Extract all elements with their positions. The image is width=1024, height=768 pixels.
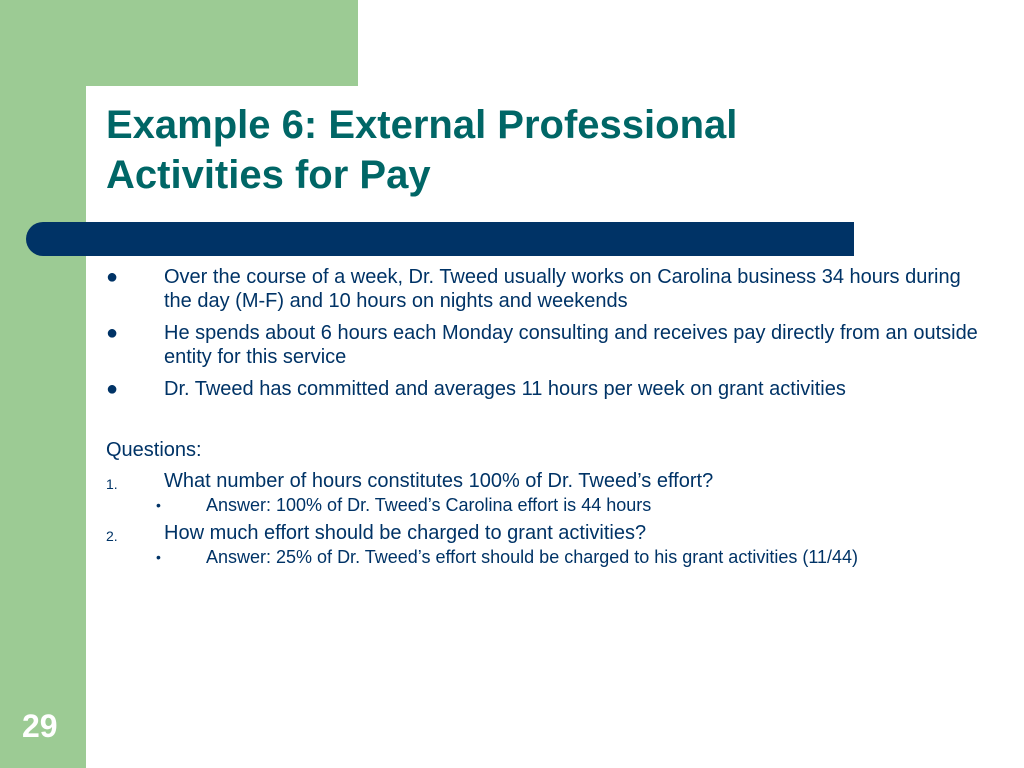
bullet-text: He spends about 6 hours each Monday consulting and receives pay directly from an outside entity for this service [164,322,978,368]
answer-item [106,547,986,568]
bullet-dot-icon: ● [106,378,119,400]
bullet-item [106,377,986,401]
title-divider-bar [26,222,854,256]
question-number: 1. [106,476,118,492]
answer-item [106,495,986,516]
question-item [106,469,986,493]
question-number: 2. [106,528,118,544]
questions-heading: Questions: [106,439,202,461]
answer-bullet-icon: • [156,549,161,565]
slide-number: 29 [22,708,58,744]
slide-title-line-2: Activities for Pay [106,153,431,197]
bullet-item [106,321,986,369]
question-text: What number of hours constitutes 100% of Dr. Tweed’s effort? [164,470,714,492]
slide-title [106,100,986,200]
slide-body [106,265,986,573]
left-decor-band [0,0,86,768]
question-text: How much effort should be charged to grant activities? [164,522,647,544]
bullet-text: Over the course of a week, Dr. Tweed usually works on Carolina business 34 hours during the day (M-F) and 10 hours on nights and weekends [164,266,961,312]
bullet-dot-icon: ● [106,266,119,288]
question-item [106,521,986,545]
bullet-item [106,265,986,313]
slide-title-line-1: Example 6: External Professional [106,103,738,147]
answer-bullet-icon: • [156,497,161,513]
top-decor-band [0,0,358,86]
bullet-dot-icon: ● [106,322,119,344]
answer-text: Answer: 100% of Dr. Tweed’s Carolina effort is 44 hours [206,495,652,515]
bullet-text: Dr. Tweed has committed and averages 11 hours per week on grant activities [164,378,846,400]
answer-text: Answer: 25% of Dr. Tweed’s effort should be charged to his grant activities (11/44) [206,547,859,567]
